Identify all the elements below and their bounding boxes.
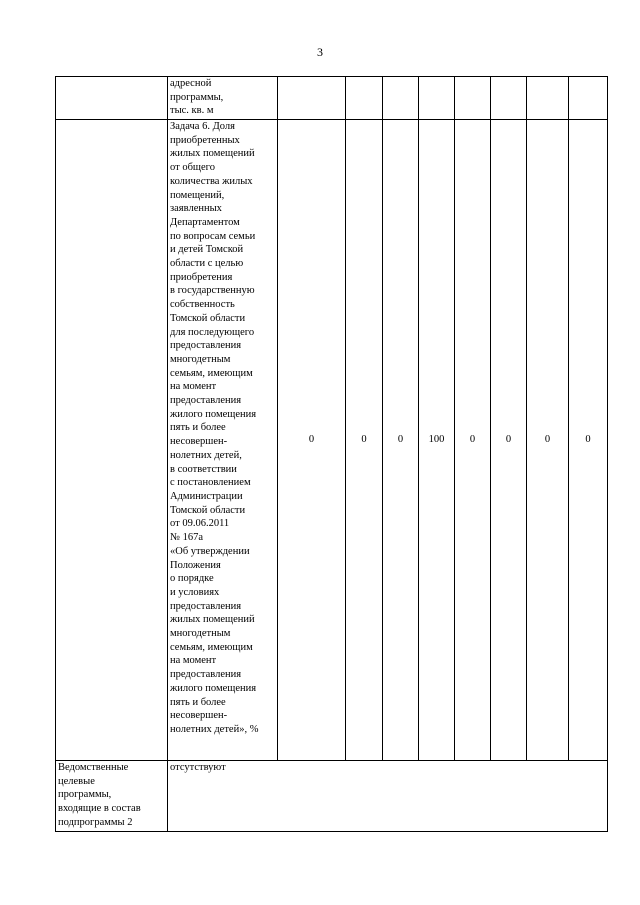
programs-value-cell	[168, 761, 608, 832]
programs-value: отсутствуют	[170, 762, 226, 773]
table-row-top	[56, 77, 608, 120]
indicator-text: адресной программы, тыс. кв. м	[170, 78, 224, 117]
value-cell	[491, 77, 527, 120]
indicators-table	[55, 76, 608, 832]
empty-cell	[56, 77, 168, 120]
indicator-cell	[168, 120, 278, 761]
value-cell: 0	[527, 120, 569, 761]
value-cell	[383, 77, 419, 120]
value-cell	[569, 77, 608, 120]
value-cell: 0	[278, 120, 346, 761]
value-cell: 0	[569, 120, 608, 761]
value-cell	[346, 77, 383, 120]
value-cell	[527, 77, 569, 120]
indicator-cell	[168, 77, 278, 120]
value-cell: 100	[419, 120, 455, 761]
value-cell: 0	[346, 120, 383, 761]
programs-label: Ведомственные целевые программы, входящие в состав подпрограммы 2	[58, 762, 141, 828]
task6-text: Задача 6. Доля приобретенных жилых помещений от общего количества жилых помещений, заявленных Департаментом по вопросам семьи и детей Томской области с целью приобретения в государственную собственность Томской области для последующего предоставления многодетным семьям, имеющим на момент предоставления жилого помещения пять и более несовершен- нолетних детей, в соответствии с постановлением Администрации Томской области от 09.06.2011 № 167а «Об утверждении Положения о порядке и условиях предоставления жилых помещений многодетным семьям, имеющим на момент предоставления жилого помещения пять и более несовершен- нолетних детей», %	[170, 121, 259, 735]
value-cell: 0	[455, 120, 491, 761]
value-cell: 0	[491, 120, 527, 761]
table-row-task6	[56, 120, 608, 761]
value-cell: 0	[383, 120, 419, 761]
value-cell	[419, 77, 455, 120]
empty-cell	[56, 120, 168, 761]
value-cell	[455, 77, 491, 120]
table-row-programs	[56, 761, 608, 832]
page-number: 3	[317, 45, 323, 59]
programs-label-cell	[56, 761, 168, 832]
value-cell	[278, 77, 346, 120]
